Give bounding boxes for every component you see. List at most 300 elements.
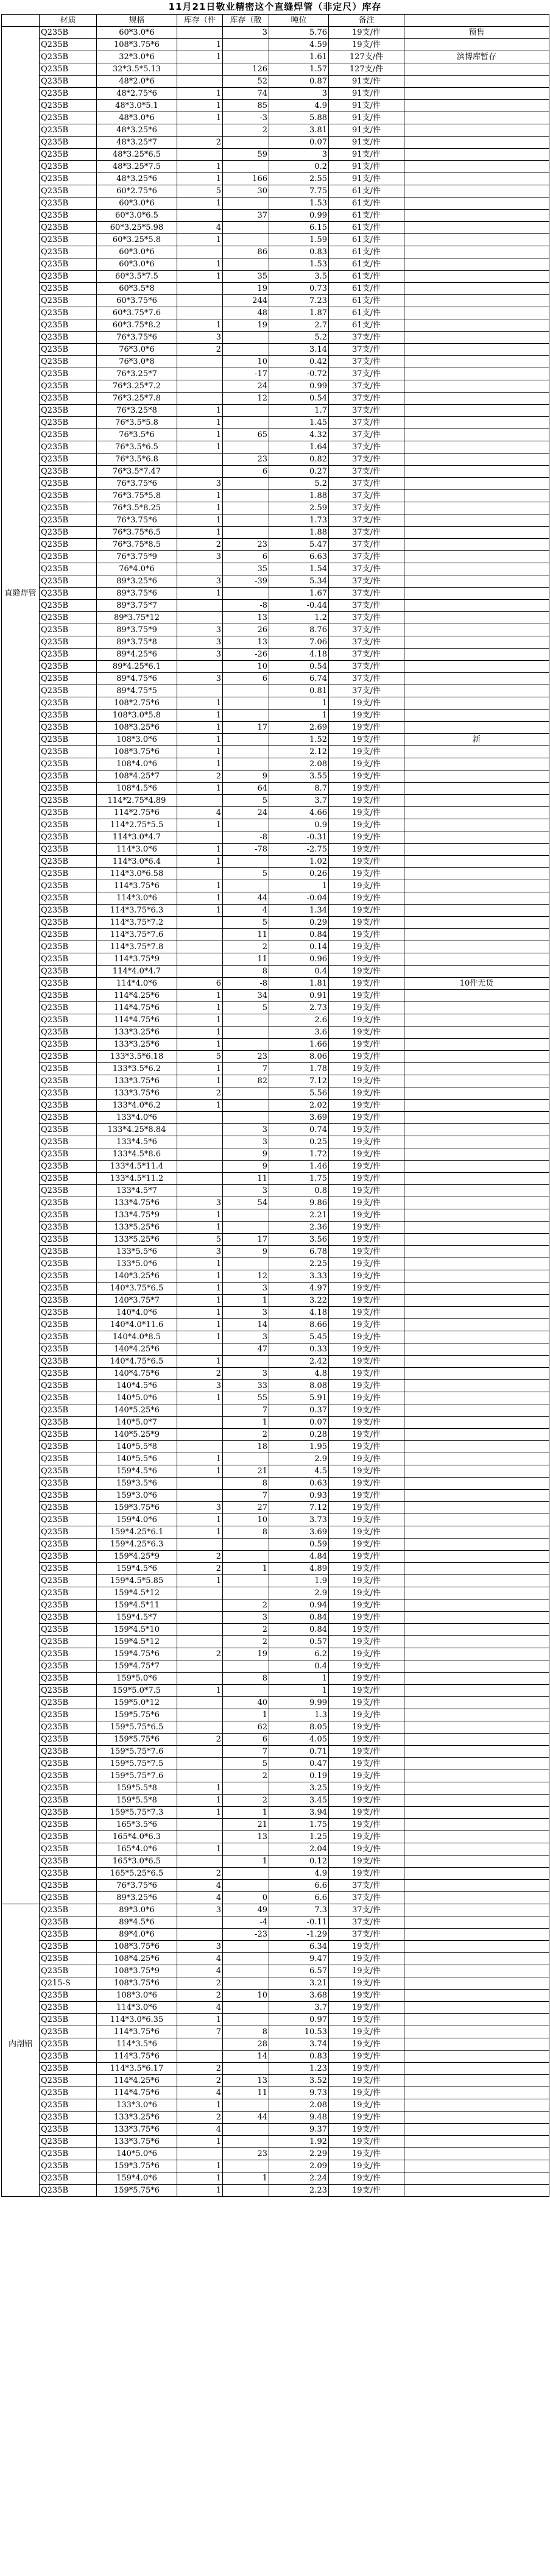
stock-pieces-cell: 2 [177,1868,223,1880]
tonnage-cell: 6.63 [269,551,329,563]
note-cell: 19支/件 [329,831,404,844]
material-cell: Q235B [40,588,97,600]
stock-loose-cell [223,1222,269,1234]
material-cell: Q235B [40,1770,97,1782]
remark-cell [404,1843,549,1856]
note-cell: 19支/件 [329,1246,404,1258]
remark-cell [404,953,549,966]
stock-loose-cell: 3 [223,1185,269,1197]
material-cell: Q235B [40,527,97,539]
material-cell: Q235B [40,1807,97,1819]
stock-loose-cell: 1 [223,1563,269,1575]
table-row [2,734,549,746]
tonnage-cell: 1.53 [269,258,329,271]
tonnage-cell: 5.34 [269,575,329,588]
remark-cell [404,319,549,332]
material-cell: Q235B [40,344,97,356]
material-cell: Q235B [40,868,97,880]
remark-cell [404,758,549,770]
remark-cell [404,1599,549,1612]
note-cell: 37支/件 [329,661,404,673]
spec-cell: 114*3.75*7.6 [97,929,177,941]
table-row [2,1807,549,1819]
material-cell: Q235B [40,1295,97,1307]
stock-loose-cell [223,1685,269,1697]
remark-cell: 预售 [404,27,549,39]
stock-pieces-cell [177,685,223,697]
table-row [2,76,549,88]
stock-pieces-cell [177,1673,223,1685]
material-cell: Q235B [40,1209,97,1222]
spec-cell: 60*3.75*6 [97,295,177,307]
stock-loose-cell: 9 [223,1246,269,1258]
remark-cell [404,1782,549,1795]
spec-cell: 159*4.5*12 [97,1636,177,1648]
table-row [2,1526,549,1539]
remark-cell: 新 [404,734,549,746]
note-cell: 37支/件 [329,649,404,661]
table-row [2,1990,549,2002]
stock-pieces-cell: 1 [177,1014,223,1026]
spec-cell: 133*3.0*6 [97,2099,177,2112]
remark-cell [404,1307,549,1319]
spec-cell: 76*3.75*9 [97,551,177,563]
material-cell: Q235B [40,1173,97,1185]
remark-cell [404,2038,549,2051]
stock-loose-cell: 2 [223,1429,269,1441]
spec-cell: 89*3.0*6 [97,1904,177,1916]
spec-cell: 140*5.25*9 [97,1429,177,1441]
tonnage-cell: 3.22 [269,1295,329,1307]
tonnage-cell: 2.21 [269,1209,329,1222]
remark-cell [404,1795,549,1807]
remark-cell [404,1197,549,1209]
note-cell: 19支/件 [329,2172,404,2185]
stock-loose-cell: 30 [223,185,269,197]
material-cell: Q235B [40,502,97,514]
note-cell: 19支/件 [329,1270,404,1283]
remark-cell [404,1587,549,1599]
spec-cell: 76*3.75*6 [97,1880,177,1892]
note-cell: 19支/件 [329,1185,404,1197]
spec-cell: 140*4.75*6 [97,1368,177,1380]
tonnage-cell: 0.2 [269,161,329,173]
stock-pieces-cell: 3 [177,673,223,685]
material-cell: Q235B [40,2026,97,2038]
stock-loose-cell [223,2160,269,2172]
stock-loose-cell: 52 [223,76,269,88]
material-cell: Q235B [40,783,97,795]
table-row [2,1539,549,1551]
tonnage-cell: 1.7 [269,405,329,417]
note-cell: 19支/件 [329,1051,404,1063]
stock-loose-cell [223,137,269,149]
material-cell: Q235B [40,258,97,271]
stock-pieces-cell: 1 [177,417,223,429]
note-cell: 19支/件 [329,1258,404,1270]
stock-loose-cell: 62 [223,1721,269,1734]
table-row [2,978,549,990]
material-cell: Q235B [40,1478,97,1490]
note-cell: 19支/件 [329,39,404,51]
stock-pieces-cell [177,1856,223,1868]
tonnage-cell: 1.75 [269,1819,329,1831]
stock-loose-cell: 11 [223,1173,269,1185]
table-row [2,575,549,588]
tonnage-cell: 4.18 [269,1307,329,1319]
spec-cell: 48*3.0*5.1 [97,100,177,112]
tonnage-cell: 6.57 [269,1965,329,1977]
stock-loose-cell [223,1843,269,1856]
stock-loose-cell: 37 [223,210,269,222]
spec-cell: 76*3.75*6 [97,514,177,527]
remark-cell [404,1673,549,1685]
stock-loose-cell: 166 [223,173,269,185]
stock-loose-cell [223,441,269,454]
tonnage-cell: 5.2 [269,478,329,490]
material-cell: Q235B [40,417,97,429]
note-cell: 19支/件 [329,710,404,722]
material-cell: Q235B [40,1392,97,1404]
stock-loose-cell [223,527,269,539]
remark-cell [404,795,549,807]
material-cell: Q235B [40,770,97,783]
tonnage-cell: 2.9 [269,1587,329,1599]
tonnage-cell: 3.45 [269,1795,329,1807]
spec-cell: 140*5.5*8 [97,1441,177,1453]
spec-cell: 89*4.0*6 [97,1929,177,1941]
material-cell: Q235B [40,490,97,502]
stock-loose-cell: 2 [223,1599,269,1612]
remark-cell [404,673,549,685]
col-header-spec: 规格 [97,15,177,27]
spec-cell: 114*3.75*9 [97,953,177,966]
stock-pieces-cell [177,454,223,466]
remark-cell [404,880,549,892]
note-cell: 37支/件 [329,380,404,393]
stock-loose-cell: 8 [223,1673,269,1685]
tonnage-cell: 2.7 [269,319,329,332]
spec-cell: 133*5.0*6 [97,1258,177,1270]
remark-cell [404,1404,549,1417]
spec-cell: 76*3.25*7 [97,368,177,380]
material-cell: Q235B [40,1539,97,1551]
remark-cell [404,892,549,905]
stock-pieces-cell: 4 [177,1953,223,1965]
note-cell: 19支/件 [329,2026,404,2038]
stock-loose-cell [223,1953,269,1965]
note-cell: 19支/件 [329,795,404,807]
spec-cell: 60*3.0*6 [97,258,177,271]
table-row [2,1782,549,1795]
material-cell: Q235B [40,2038,97,2051]
stock-pieces-cell [177,1599,223,1612]
remark-cell [404,39,549,51]
remark-cell [404,368,549,380]
remark-cell [404,2063,549,2075]
stock-loose-cell: 3 [223,1331,269,1343]
stock-loose-cell [223,588,269,600]
note-cell: 37支/件 [329,344,404,356]
note-cell: 19支/件 [329,1209,404,1222]
stock-loose-cell [223,2136,269,2148]
stock-loose-cell: 1 [223,1709,269,1721]
table-row [2,661,549,673]
note-cell: 19支/件 [329,2051,404,2063]
tonnage-cell: 1.88 [269,527,329,539]
note-cell: 19支/件 [329,1965,404,1977]
material-cell: Q235B [40,1575,97,1587]
table-row [2,149,549,161]
stock-pieces-cell: 6 [177,978,223,990]
table-row [2,1039,549,1051]
stock-pieces-cell: 2 [177,1551,223,1563]
note-cell: 37支/件 [329,527,404,539]
stock-pieces-cell: 4 [177,2124,223,2136]
material-cell: Q235B [40,685,97,697]
stock-loose-cell: 65 [223,429,269,441]
table-row [2,356,549,368]
note-cell: 19支/件 [329,1478,404,1490]
stock-loose-cell: 23 [223,2148,269,2160]
spec-cell: 76*3.75*6 [97,478,177,490]
tonnage-cell: 0.54 [269,661,329,673]
stock-pieces-cell [177,1404,223,1417]
note-cell: 19支/件 [329,2160,404,2172]
material-cell: Q235B [40,1112,97,1124]
remark-cell [404,1539,549,1551]
stock-loose-cell: -39 [223,575,269,588]
stock-loose-cell: 6 [223,673,269,685]
spec-cell: 114*3.75*6.3 [97,905,177,917]
stock-pieces-cell: 1 [177,405,223,417]
stock-pieces-cell [177,1929,223,1941]
stock-loose-cell [223,478,269,490]
spec-cell: 159*4.0*6 [97,1514,177,1526]
table-row [2,1977,549,1990]
spec-cell: 48*3.25*7 [97,137,177,149]
tonnage-cell: 1.34 [269,905,329,917]
stock-pieces-cell: 1 [177,783,223,795]
spec-cell: 165*5.25*6.5 [97,1868,177,1880]
note-cell: 37支/件 [329,600,404,612]
tonnage-cell: 4.84 [269,1551,329,1563]
remark-cell [404,1660,549,1673]
tonnage-cell: 1.66 [269,1039,329,1051]
remark-cell [404,2002,549,2014]
spec-cell: 114*2.75*5.5 [97,819,177,831]
tonnage-cell: 4.8 [269,1368,329,1380]
spec-cell: 114*3.0*6.35 [97,2014,177,2026]
note-cell: 61支/件 [329,246,404,258]
remark-cell [404,1916,549,1929]
material-cell: Q235B [40,953,97,966]
note-cell: 19支/件 [329,1136,404,1148]
remark-cell [404,1929,549,1941]
note-cell: 37支/件 [329,685,404,697]
stock-pieces-cell: 2 [177,1977,223,1990]
stock-loose-cell: 13 [223,636,269,649]
note-cell: 19支/件 [329,1868,404,1880]
note-cell: 19支/件 [329,1636,404,1648]
stock-loose-cell: 1 [223,1295,269,1307]
tonnage-cell: 0.25 [269,1136,329,1148]
material-cell: Q235B [40,393,97,405]
remark-cell [404,405,549,417]
note-cell: 61支/件 [329,258,404,271]
stock-loose-cell [223,697,269,710]
tonnage-cell: 3.69 [269,1112,329,1124]
table-row [2,2124,549,2136]
spec-cell: 140*5.0*7 [97,1417,177,1429]
table-row [2,819,549,831]
tonnage-cell: 1.64 [269,441,329,454]
stock-loose-cell: 17 [223,1234,269,1246]
tonnage-cell: 8.08 [269,1380,329,1392]
note-cell: 91支/件 [329,137,404,149]
table-row [2,466,549,478]
stock-loose-cell: 23 [223,1051,269,1063]
note-cell: 19支/件 [329,1002,404,1014]
material-cell: Q235B [40,1856,97,1868]
remark-cell [404,1965,549,1977]
tonnage-cell: 3.94 [269,1807,329,1819]
tonnage-cell: 7.12 [269,1075,329,1087]
stock-pieces-cell [177,1185,223,1197]
tonnage-cell: 5.2 [269,332,329,344]
stock-loose-cell: 3 [223,1612,269,1624]
spec-cell: 76*3.75*5.8 [97,490,177,502]
table-row [2,283,549,295]
tonnage-cell: 2.04 [269,1843,329,1856]
note-cell: 37支/件 [329,563,404,575]
spec-cell: 140*5.0*6 [97,1392,177,1404]
stock-loose-cell: 0 [223,1892,269,1904]
table-row [2,1087,549,1100]
note-cell: 19支/件 [329,1124,404,1136]
tonnage-cell: 4.5 [269,1465,329,1478]
table-row [2,1392,549,1404]
note-cell: 19支/件 [329,880,404,892]
spec-cell: 89*3.75*6 [97,588,177,600]
material-cell: Q235B [40,1368,97,1380]
tonnage-cell: 9.48 [269,2112,329,2124]
remark-cell [404,76,549,88]
stock-pieces-cell [177,966,223,978]
stock-loose-cell [223,2099,269,2112]
table-row [2,1929,549,1941]
table-row [2,1283,549,1295]
tonnage-cell: 1.78 [269,1063,329,1075]
note-cell: 19支/件 [329,1612,404,1624]
remark-cell [404,258,549,271]
note-cell: 19支/件 [329,770,404,783]
table-row [2,1380,549,1392]
tonnage-cell: 1.87 [269,307,329,319]
spec-cell: 159*4.5*5.85 [97,1575,177,1587]
table-row [2,344,549,356]
stock-pieces-cell [177,76,223,88]
tonnage-cell: 6.74 [269,673,329,685]
spec-cell: 76*3.25*7.8 [97,393,177,405]
remark-cell [404,161,549,173]
spec-cell: 32*3.0*6 [97,51,177,63]
table-row [2,917,549,929]
table-row [2,1892,549,1904]
tonnage-cell: 4.9 [269,1868,329,1880]
stock-pieces-cell [177,1441,223,1453]
material-cell: Q235B [40,563,97,575]
stock-loose-cell: 18 [223,1441,269,1453]
stock-pieces-cell [177,953,223,966]
note-cell: 19支/件 [329,1173,404,1185]
tonnage-cell: 0.99 [269,210,329,222]
remark-cell [404,612,549,624]
spec-cell: 133*4.0*6.2 [97,1100,177,1112]
material-cell: Q235B [40,1417,97,1429]
stock-pieces-cell [177,929,223,941]
remark-cell [404,1429,549,1441]
table-row [2,1343,549,1356]
note-cell: 37支/件 [329,429,404,441]
note-cell: 19支/件 [329,2014,404,2026]
spec-cell: 159*5.75*6 [97,1709,177,1721]
remark-cell [404,624,549,636]
material-cell: Q235B [40,831,97,844]
material-cell: Q235B [40,1880,97,1892]
material-cell: Q235B [40,905,97,917]
stock-loose-cell: 74 [223,88,269,100]
stock-loose-cell: 8 [223,2026,269,2038]
table-row [2,1843,549,1856]
material-cell: Q235B [40,880,97,892]
table-row [2,831,549,844]
tonnage-cell: 5.76 [269,27,329,39]
stock-loose-cell: 4 [223,905,269,917]
stock-pieces-cell [177,1831,223,1843]
tonnage-cell: 1.02 [269,856,329,868]
material-cell: Q235B [40,137,97,149]
table-row [2,1660,549,1673]
table-row [2,856,549,868]
stock-pieces-cell: 2 [177,1648,223,1660]
remark-cell [404,588,549,600]
spec-cell: 114*4.25*6 [97,990,177,1002]
note-cell: 19支/件 [329,1453,404,1465]
material-cell: Q235B [40,1746,97,1758]
tonnage-cell: 0.4 [269,1660,329,1673]
remark-cell [404,1209,549,1222]
material-cell: Q235B [40,1222,97,1234]
remark-cell [404,746,549,758]
note-cell: 19支/件 [329,868,404,880]
note-cell: 37支/件 [329,393,404,405]
stock-loose-cell: -78 [223,844,269,856]
remark-cell [404,1417,549,1429]
stock-loose-cell [223,344,269,356]
spec-cell: 108*2.75*6 [97,697,177,710]
spec-cell: 159*5.75*6 [97,2185,177,2197]
material-cell: Q235B [40,673,97,685]
spec-cell: 89*3.75*9 [97,624,177,636]
tonnage-cell: 4.59 [269,39,329,51]
stock-loose-cell [223,1014,269,1026]
note-cell: 37支/件 [329,636,404,649]
remark-cell [404,1100,549,1112]
note-cell: 19支/件 [329,1953,404,1965]
spec-cell: 140*5.0*6 [97,2148,177,2160]
remark-cell [404,283,549,295]
